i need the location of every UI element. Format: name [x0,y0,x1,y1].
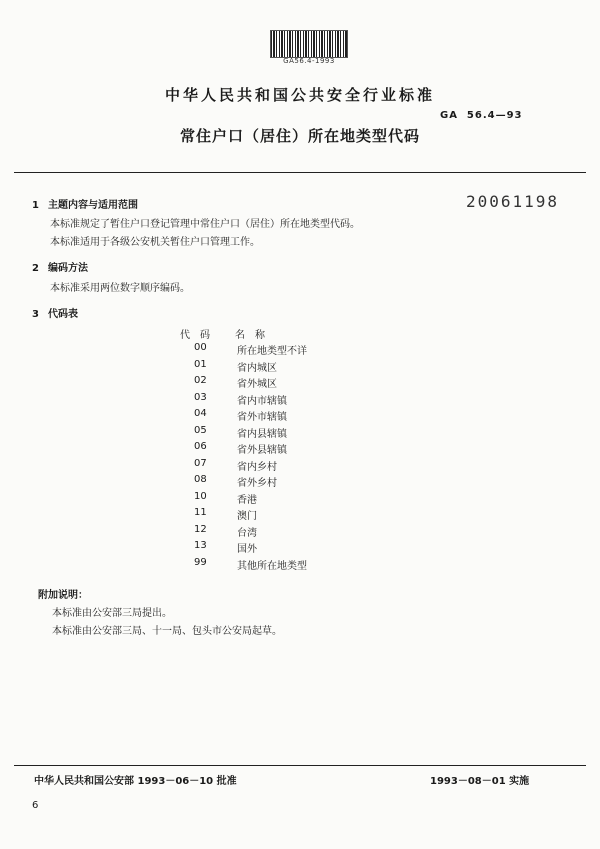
section-number: 3 [32,309,39,320]
row-code: 00 [194,342,207,353]
barcode-text: GA56.4-1993 [283,57,335,65]
section-1-paragraph-2: 本标准适用于各级公安机关暂住户口管理工作。 [50,237,260,248]
table-row [180,392,400,409]
code-table [180,326,400,573]
table-row [180,557,400,574]
table-row [180,375,400,392]
footer-divider [14,765,586,766]
row-code: 11 [194,507,207,518]
section-3-heading [32,305,78,320]
row-name: 省外市辖镇 [237,412,287,423]
row-code: 01 [194,358,207,370]
row-code: 99 [194,556,207,568]
row-code: 10 [194,490,207,502]
row-name: 省内市辖镇 [237,395,287,407]
row-code: 08 [194,474,207,485]
table-row [180,524,400,541]
section-title: 主题内容与适用范围 [48,200,138,211]
standard-code: GA 56.4—93 [440,110,523,121]
table-row [180,425,400,442]
table-row [180,491,400,508]
row-code: 05 [194,424,207,436]
document-title: 常住户口（居住）所在地类型代码 [179,127,420,145]
row-name: 香港 [237,494,257,506]
section-1-paragraph-1: 本标准规定了暂住户口登记管理中常住户口（居住）所在地类型代码。 [50,219,360,230]
table-row [180,359,400,376]
table-row [180,474,400,491]
row-name: 其他所在地类型 [237,560,307,572]
code-table-header [180,326,400,342]
row-code: 04 [194,408,207,419]
row-name: 省内乡村 [237,461,277,473]
table-row [180,540,400,557]
page-number: 6 [32,800,39,811]
row-code: 06 [194,441,207,452]
row-name: 省内县辖镇 [237,428,287,440]
row-name: 澳门 [237,511,257,522]
row-name: 台湾 [237,527,257,539]
column-header-code: 代码 [180,330,220,341]
section-2-paragraph-1: 本标准采用两位数字顺序编码。 [50,283,190,294]
table-row [180,441,400,458]
row-name: 省外乡村 [237,478,277,489]
section-number: 1 [32,200,39,211]
row-name: 省内城区 [237,362,277,374]
table-row [180,408,400,425]
column-header-name: 名称 [235,330,275,341]
barcode-image [270,30,348,58]
notes-line-2: 本标准由公安部三局、十一局、包头市公安局起草。 [52,626,282,637]
section-2-heading [32,259,88,274]
approval-date: 中华人民共和国公安部 1993－06－10 批准 [34,776,237,787]
row-name: 国外 [237,544,257,555]
row-code: 03 [194,391,207,403]
row-name: 所在地类型不详 [237,346,307,357]
row-name: 省外城区 [237,379,277,390]
table-row [180,458,400,475]
row-code: 12 [194,523,207,535]
section-title: 编码方法 [48,263,88,274]
notes-title: 附加说明： [38,590,88,601]
standard-category: 中华人民共和国公共安全行业标准 [164,86,435,104]
row-name: 省外县辖镇 [237,445,287,456]
table-row [180,342,400,359]
implementation-date: 1993－08－01 实施 [430,776,530,787]
section-title: 代码表 [48,309,78,320]
row-code: 02 [194,375,207,386]
notes-line-1: 本标准由公安部三局提出。 [52,608,172,619]
archive-stamp-number: 20061198 [466,192,560,211]
section-number: 2 [32,263,39,274]
header-divider [14,172,586,173]
row-code: 07 [194,457,207,469]
table-row [180,507,400,524]
section-1-heading [32,196,138,211]
row-code: 13 [194,540,207,551]
